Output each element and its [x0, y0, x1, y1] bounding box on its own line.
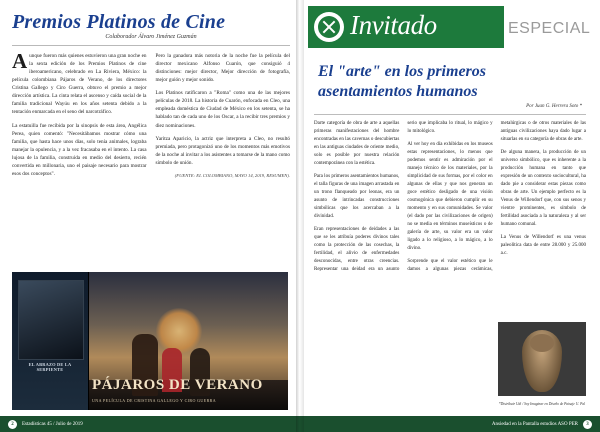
left-paragraph-4: Los Platinos ratificaron a "Roma" como una de las mejores películas de 2018. La historia de Cuarón, enfocada en Cleo, una empleada doméstica de Ciudad de México en los setenta, se ha hablado tan de cada uno de los Oscar, a la recibir tres premios y diez nominaciones. [155, 90, 290, 129]
left-body-columns [12, 49, 290, 224]
poster-sun-glow [156, 308, 202, 354]
poster-main-title: PÁJAROS DE VERANO [92, 377, 263, 393]
left-page-number: 2 [8, 420, 17, 429]
right-paragraph-2: Para los primeros asentamientos humanos, el talla figuras de una imagen arrastada en un trono flanqueado por leonas, era un asunto de intrincadas construcciones simbólicas que los acercaban a la divinidad. [314, 174, 400, 219]
right-page-footer [300, 416, 600, 432]
right-page-title: El "arte" en los primeros asentamientos humanos [318, 63, 486, 100]
right-paragraph-7: La Venus de Willendorf es una venus paleolítica data de entre 28.000 y 25.000 a.c. [500, 235, 586, 256]
left-title-divider [12, 45, 290, 46]
right-paragraph-4: Al ver hoy en día exhibidas en los museos estas representaciones, lo menos que podemos sentir es admiración por el manejo técnico de los materiales, por la simplicidad de sus formas, por el color en algunas de ellas y que nos generan un goce estético desligado de una visión cosmogónica que debieron cumplir en su momento y en sus comunidades. Se valor (el dado por las civilizaciones de origen) no se media en términos museísticos o de galería de arte, su valor era un valor ligado a lo religioso, a lo mágico, a lo divino. [407, 142, 493, 251]
left-paragraph-3: Pero la ganadora más notoria de la noche fue la película del director mexicano Alfonso Cuarón, que consiguió 4 distinciones: mejor director, Mejor dirección de fotografía, mejor guión y mejor sonido. [155, 53, 290, 84]
right-page [300, 0, 600, 432]
left-paragraph-1: Aunque fueron más quienes estuvieron una gran noche en la sexta edición de los Premios Platinos de cine iberoamericano, celebrado en La Riviera, México: la película colombiana Pájaros de Verano, de los directores Cristina Gallego y Ciro Guerra, obtuvo el premio a mejor dirección artística. La cinta relata el ascenso y caída social de la familia tradicional Wayúu en los años setenta debido a la tentación enmarcada en el seno del narcotráfico. [12, 49, 147, 116]
venus-figure-image [498, 322, 586, 396]
right-title-divider [314, 114, 586, 115]
left-page-footer [0, 416, 300, 432]
venus-de-willendorf-figurine [522, 330, 562, 392]
poster-side-panel-image [18, 280, 84, 360]
figure-caption: *Distribuir Udi / Soy Imaginar en Diseño de Paisaje U. Pal [498, 401, 586, 406]
invitado-header-banner [308, 6, 592, 48]
right-page-number: 3 [583, 420, 592, 429]
left-source-note: (FUENTE: EL COLOMBIANO, MAYO 14, 2019, RESUMEN). [174, 172, 290, 178]
movie-poster-image [12, 272, 288, 410]
left-page-title: Premios Platinos de Cine [12, 11, 226, 33]
poster-side-panel-title: EL ABRAZO DE LA SERPIENTE [28, 362, 72, 373]
left-footer-text: Estadísticas 45 / Julio de 2019 [22, 421, 83, 427]
compass-rose-icon [314, 12, 344, 42]
compass-rose-icon-inner [318, 16, 340, 38]
right-paragraph-1: Darte categoría de obra de arte a aquellas primeras manifestaciones del hombre encontradas en las cavernas o descubiertas en las antiguas ciudades de oriente medio, solo es posible por nuestra relación contemporánea con la estética. [314, 121, 400, 166]
especial-label: ESPECIAL [508, 20, 591, 37]
invitado-label: Invitado [350, 10, 437, 40]
right-footer-text: Ansiedad en la Pantalla estudios ASO PER [491, 421, 578, 427]
right-paragraph-3: Eran representaciones de deidades a las que se les atribuía poderes divinos tales como la protección de las cosechas, la fertilidad, el alivio de enfermedades desconocidas, entre otras creencias. Representar una deidad era un asunto serio que implicaba lo ritual, lo mágico y lo mitológico. [314, 121, 493, 272]
poster-side-panel [12, 272, 89, 410]
right-paragraph-6: De alguna manera, la producción de un universo simbólico, que es inherente a la producción humana en tanto que expresión de un contexto sociocultural, ha dado pie a considerar estas piezas como obras de arte. Un ejemplo perfecto es la Venus de Willendorf que, con sus senos y vientre prominentes, es símbolo de fertilidad asociada a la naturaleza y al ser humano comunal. [500, 150, 586, 227]
left-page-byline: Colaborador Álvaro Jiménez Guzmán [105, 34, 197, 40]
left-paragraph-2: La estatuilla fue recibida por la sinopsis de esta área, Angélica Perea, quien comentó: "Necesitábamos mostrar cómo una familia, que hasta hace unos días, solo tenía animales, lograba manejar la opulencia, y a la vez fracasaba en el intento. La casa lujosa de la familia, construida en medio del desierto, recién convertida en millonaria, uno el paisaje necesario para mostrar esos dos conceptos". [12, 122, 147, 177]
right-page-byline: Por Juan G. Herrera Soto * [526, 104, 582, 109]
left-paragraph-5: Yaritza Aparicio, la actriz que interpreta a Cleo, no resultó premiada, pero protagonizó uno de los momentos más emotivos de la noche al invitar a los asistentes a tomarse de la mano como símbolo de unión. [155, 135, 290, 166]
right-paragraph-5: Sorprende que el valor estético que le damos a algunas piezas cerámicas, metalúrgicas o de otros materiales de las antiguas civilizaciones haya dado lugar a situarlas en su categoría de obras de arte. [407, 121, 586, 272]
poster-subtitle: UNA PELÍCULA DE CRISTINA GALLEGO Y CIRO GUERRA [92, 398, 216, 403]
